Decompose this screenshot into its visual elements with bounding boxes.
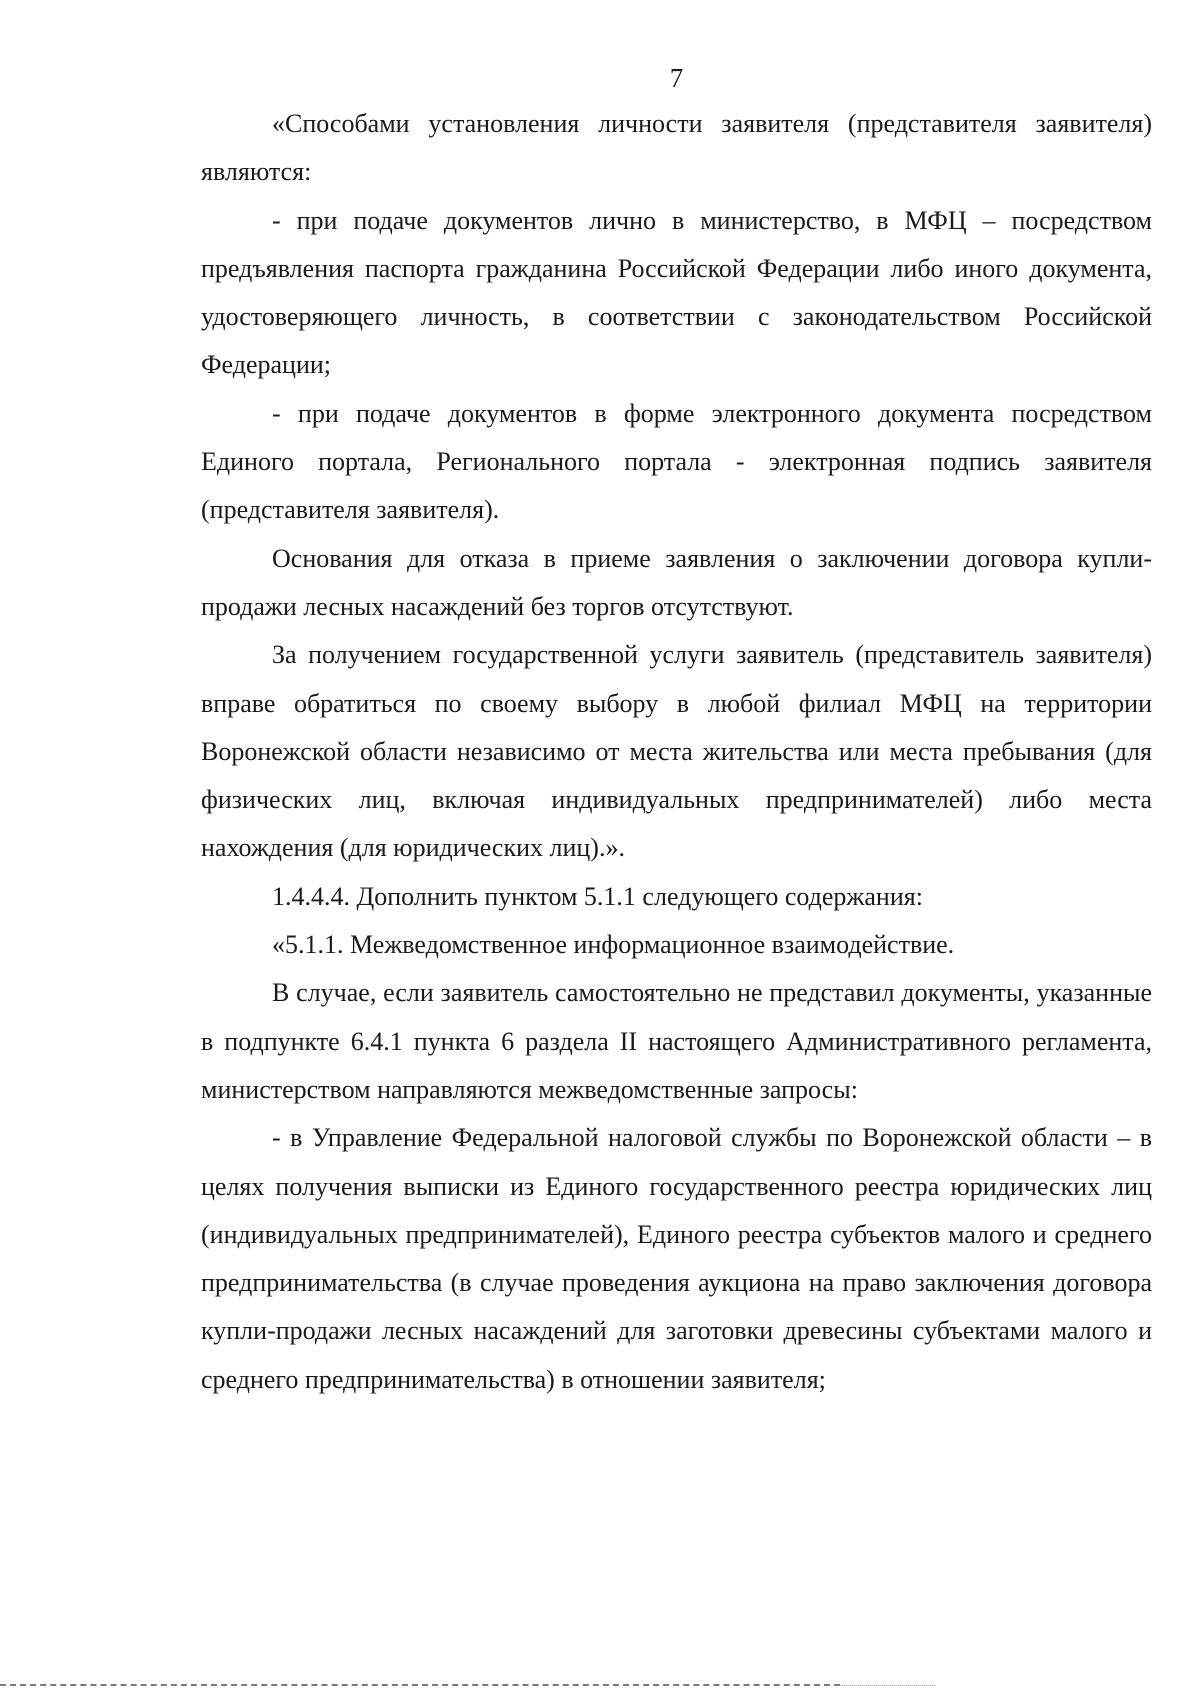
paragraph-refusal-grounds: Основания для отказа в приеме заявления о заключении договора купли-продажи лесных насаждений без торгов отсутствуют.: [201, 543, 1152, 621]
scan-edge-dots: [840, 1685, 935, 1686]
paragraph-section-heading: «5.1.1. Межведомственное информационное взаимодействие.: [272, 930, 955, 960]
paragraph-mfc-branch: За получением государственной услуги заявитель (представитель заявителя) вправе обратиться по своему выбору в любой филиал МФЦ на территории Воронежской области независимо от места жительства или места пребывания (для физических лиц, включая индивидуальных предпринимателей) либо места нахождения (для юридических лиц).».: [201, 640, 1152, 863]
scan-edge-line: [0, 1684, 840, 1686]
paragraph-identification-methods: «Способами установления личности заявителя (представителя заявителя) являются:: [201, 109, 1152, 187]
paragraph-tax-service-request: - в Управление Федеральной налоговой службы по Воронежской области – в целях получения выписки из Единого государственного реестра юридических лиц (индивидуальных предпринимателей), Единого реестра субъектов малого и среднего предпринимательства (в случае проведения аукциона на право заключения договора купли-продажи лесных насаждений для заготовки древесины субъектами малого и среднего предпринимательства) в отношении заявителя;: [201, 1123, 1152, 1394]
paragraph-electronic-submission: - при подаче документов в форме электронного документа посредством Единого портала, Регионального портала - электронная подпись заявителя (представителя заявителя).: [201, 398, 1152, 525]
paragraph-in-person-submission: - при подаче документов лично в министерство, в МФЦ – посредством предъявления паспорта гражданина Российской Федерации либо иного документа, удостоверяющего личность, в соответствии с законодательством Российской Федерации;: [201, 205, 1152, 380]
paragraph-amendment-instruction: 1.4.4.4. Дополнить пунктом 5.1.1 следующего содержания:: [272, 881, 923, 911]
document-body: [201, 100, 1152, 1404]
page-number: 7: [669, 63, 684, 93]
paragraph-interagency-requests: В случае, если заявитель самостоятельно не представил документы, указанные в подпункте 6.4.1 пункта 6 раздела II настоящего Административного регламента, министерством направляются межведомственные запросы:: [201, 978, 1152, 1104]
